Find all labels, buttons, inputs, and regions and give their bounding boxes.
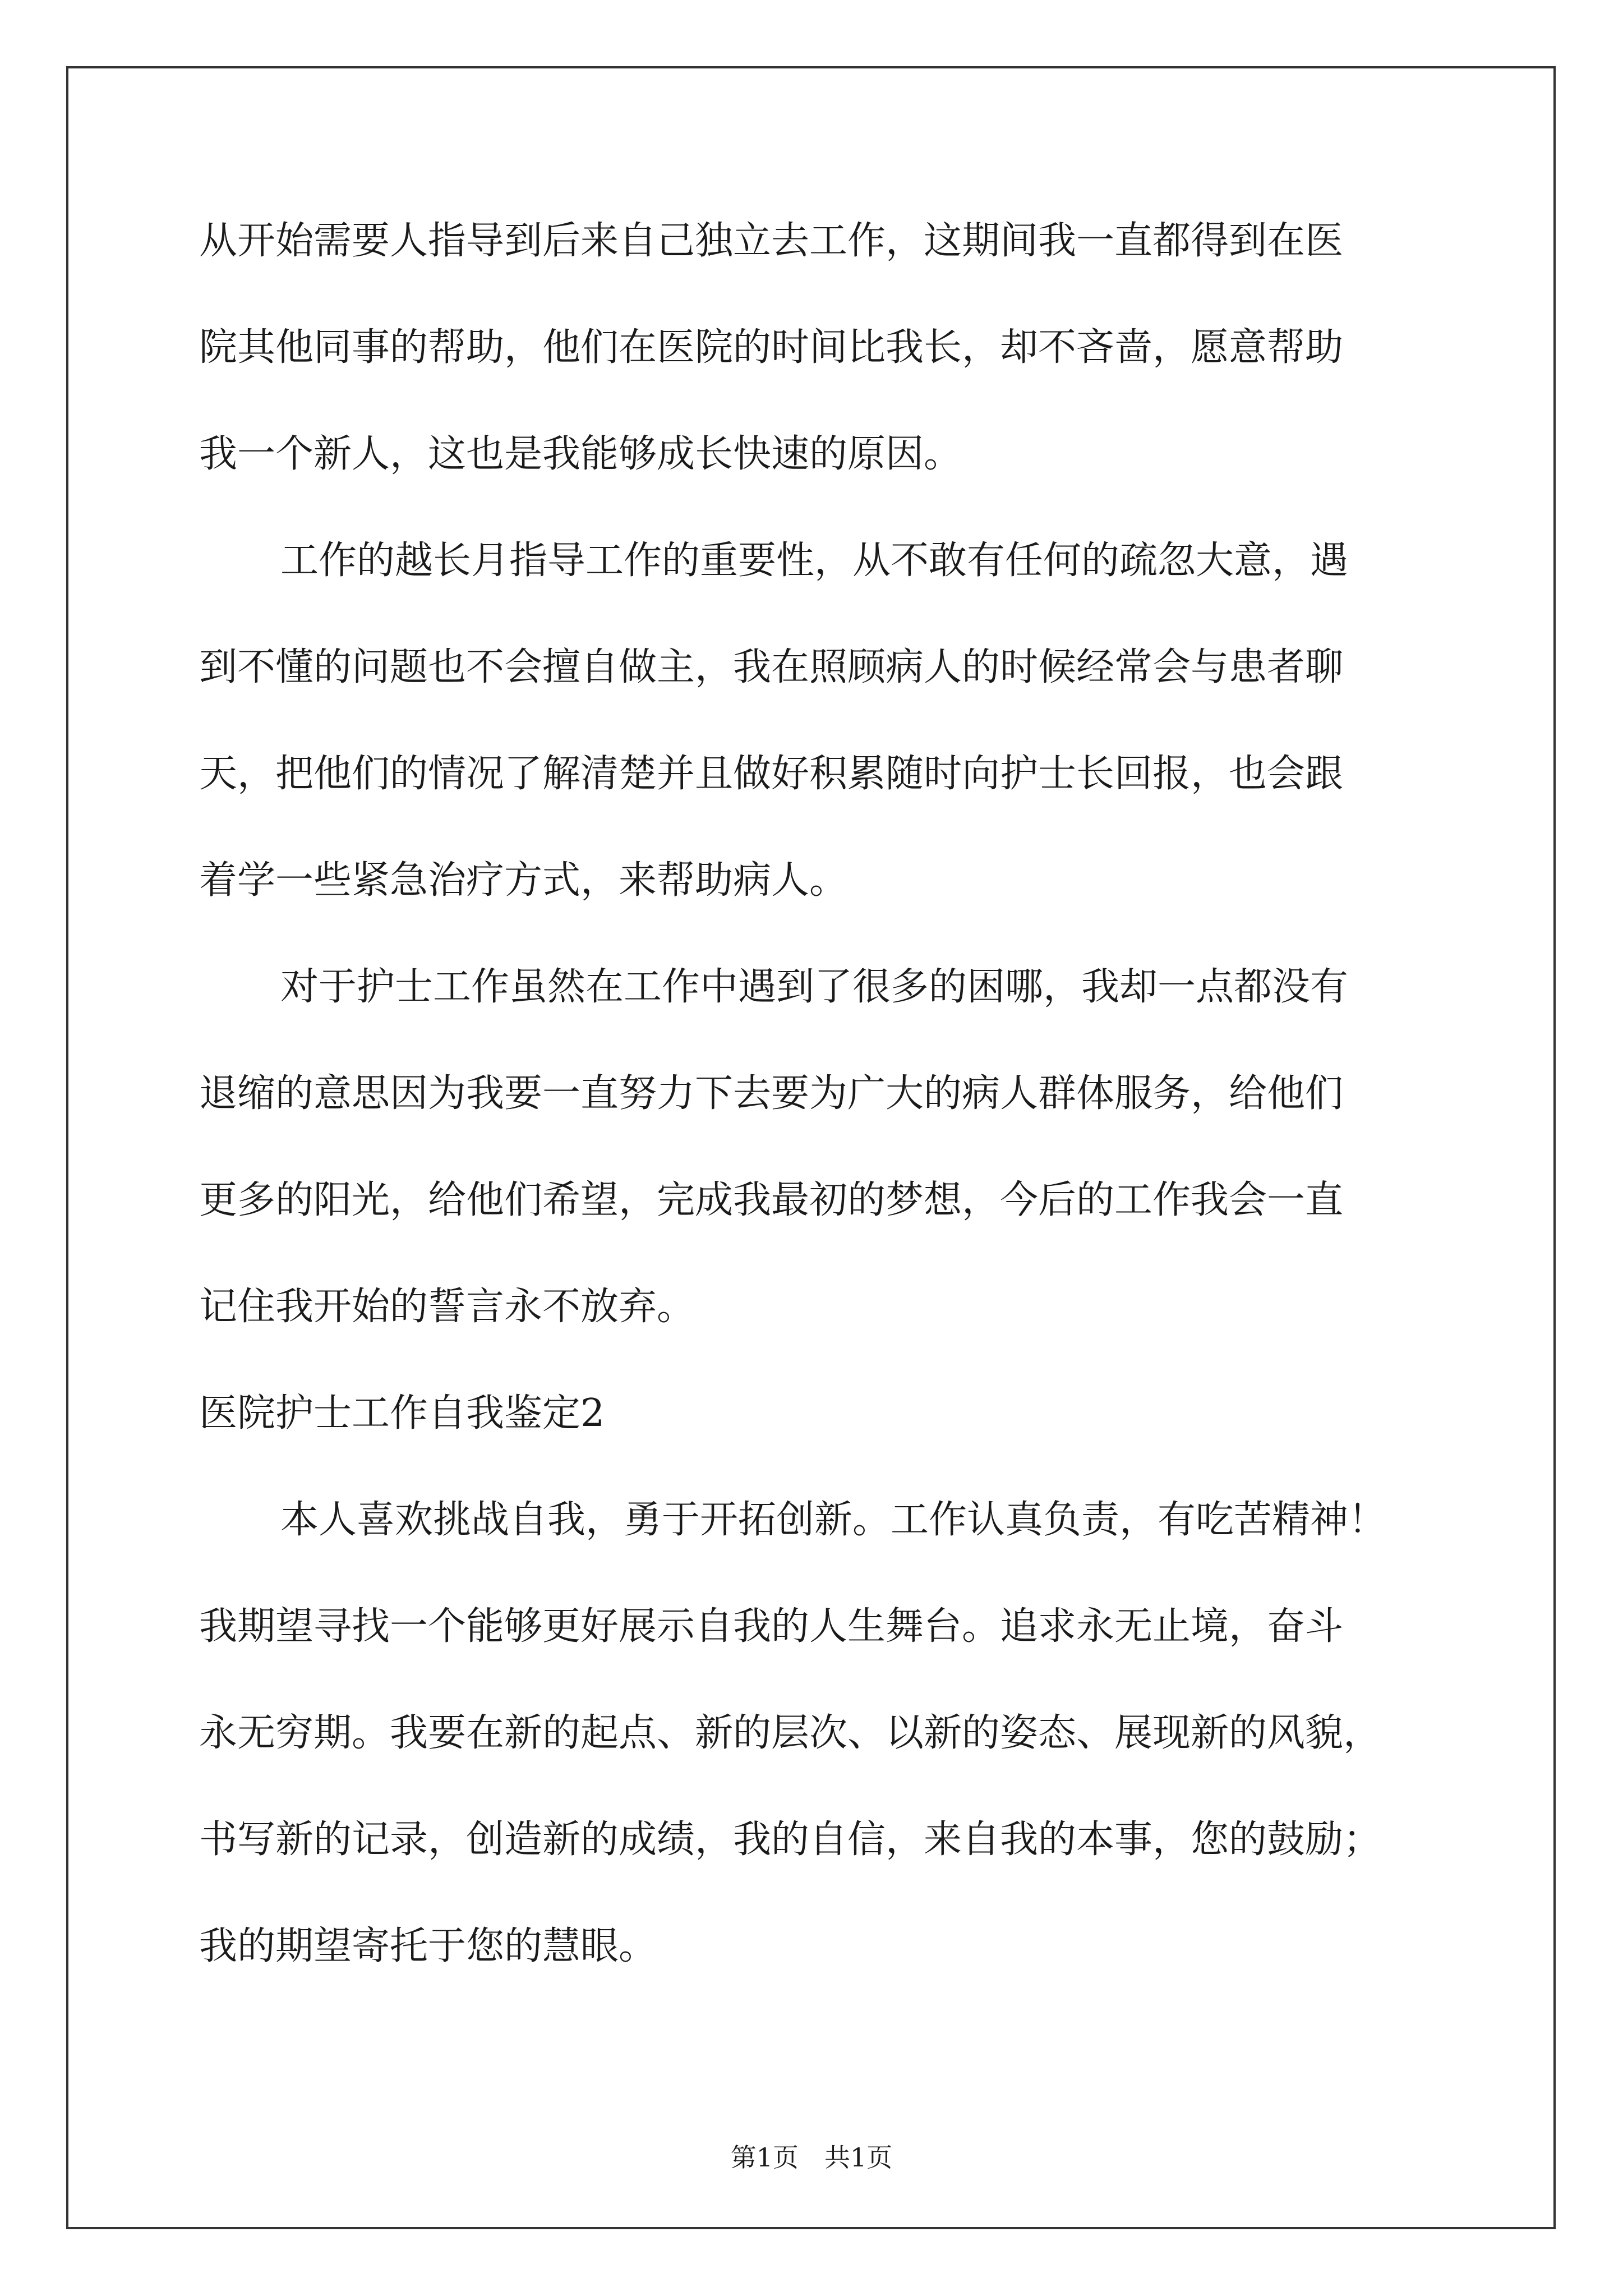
text-line: 记住我开始的誓言永不放弃。: [199, 1285, 695, 1329]
text-line: 更多的阳光，给他们希望，完成我最初的梦想，今后的工作我会一直: [199, 1178, 1344, 1222]
text-line: 院其他同事的帮助，他们在医院的时间比我长，却不吝啬，愿意帮助: [199, 325, 1344, 370]
text-line: 退缩的意思因为我要一直努力下去要为广大的病人群体服务，给他们: [199, 1071, 1344, 1116]
text-line: 本人喜欢挑战自我，勇于开拓创新。工作认真负责，有吃苦精神！: [280, 1498, 1387, 1542]
paragraph-3: [199, 959, 1422, 1386]
section-heading: 医院护士工作自我鉴定2: [199, 1391, 605, 1435]
paragraph-2: [199, 533, 1422, 959]
text-line: 工作的越长月指导工作的重要性，从不敢有任何的疏忽大意，遇: [280, 539, 1349, 583]
text-line: 我的期望寄托于您的慧眼。: [199, 1924, 657, 1968]
paragraph-4: [199, 1492, 1422, 2025]
text-line: 着学一些紧急治疗方式，来帮助病人。: [199, 858, 848, 903]
paragraph-1: [199, 213, 1422, 533]
text-line: 书写新的记录，创造新的成绩，我的自信，来自我的本事，您的鼓励；: [199, 1818, 1382, 1862]
text-line: 从开始需要人指导到后来自己独立去工作，这期间我一直都得到在医: [199, 219, 1344, 263]
page-number-footer: 第1页 共1页: [730, 2142, 893, 2173]
text-line: 我期望寻找一个能够更好展示自我的人生舞台。追求永无止境，奋斗: [199, 1604, 1344, 1649]
text-line: 永无穷期。我要在新的起点、新的层次、以新的姿态、展现新的风貌，: [199, 1711, 1382, 1755]
text-line: 天，把他们的情况了解清楚并且做好积累随时向护士长回报，也会跟: [199, 752, 1344, 796]
text-line: 对于护士工作虽然在工作中遇到了很多的困哪，我却一点都没有: [280, 965, 1349, 1009]
text-line: 我一个新人，这也是我能够成长快速的原因。: [199, 432, 962, 476]
text-line: 到不懂的问题也不会擅自做主，我在照顾病人的时候经常会与患者聊: [199, 645, 1344, 689]
document-body: [199, 213, 1422, 2025]
